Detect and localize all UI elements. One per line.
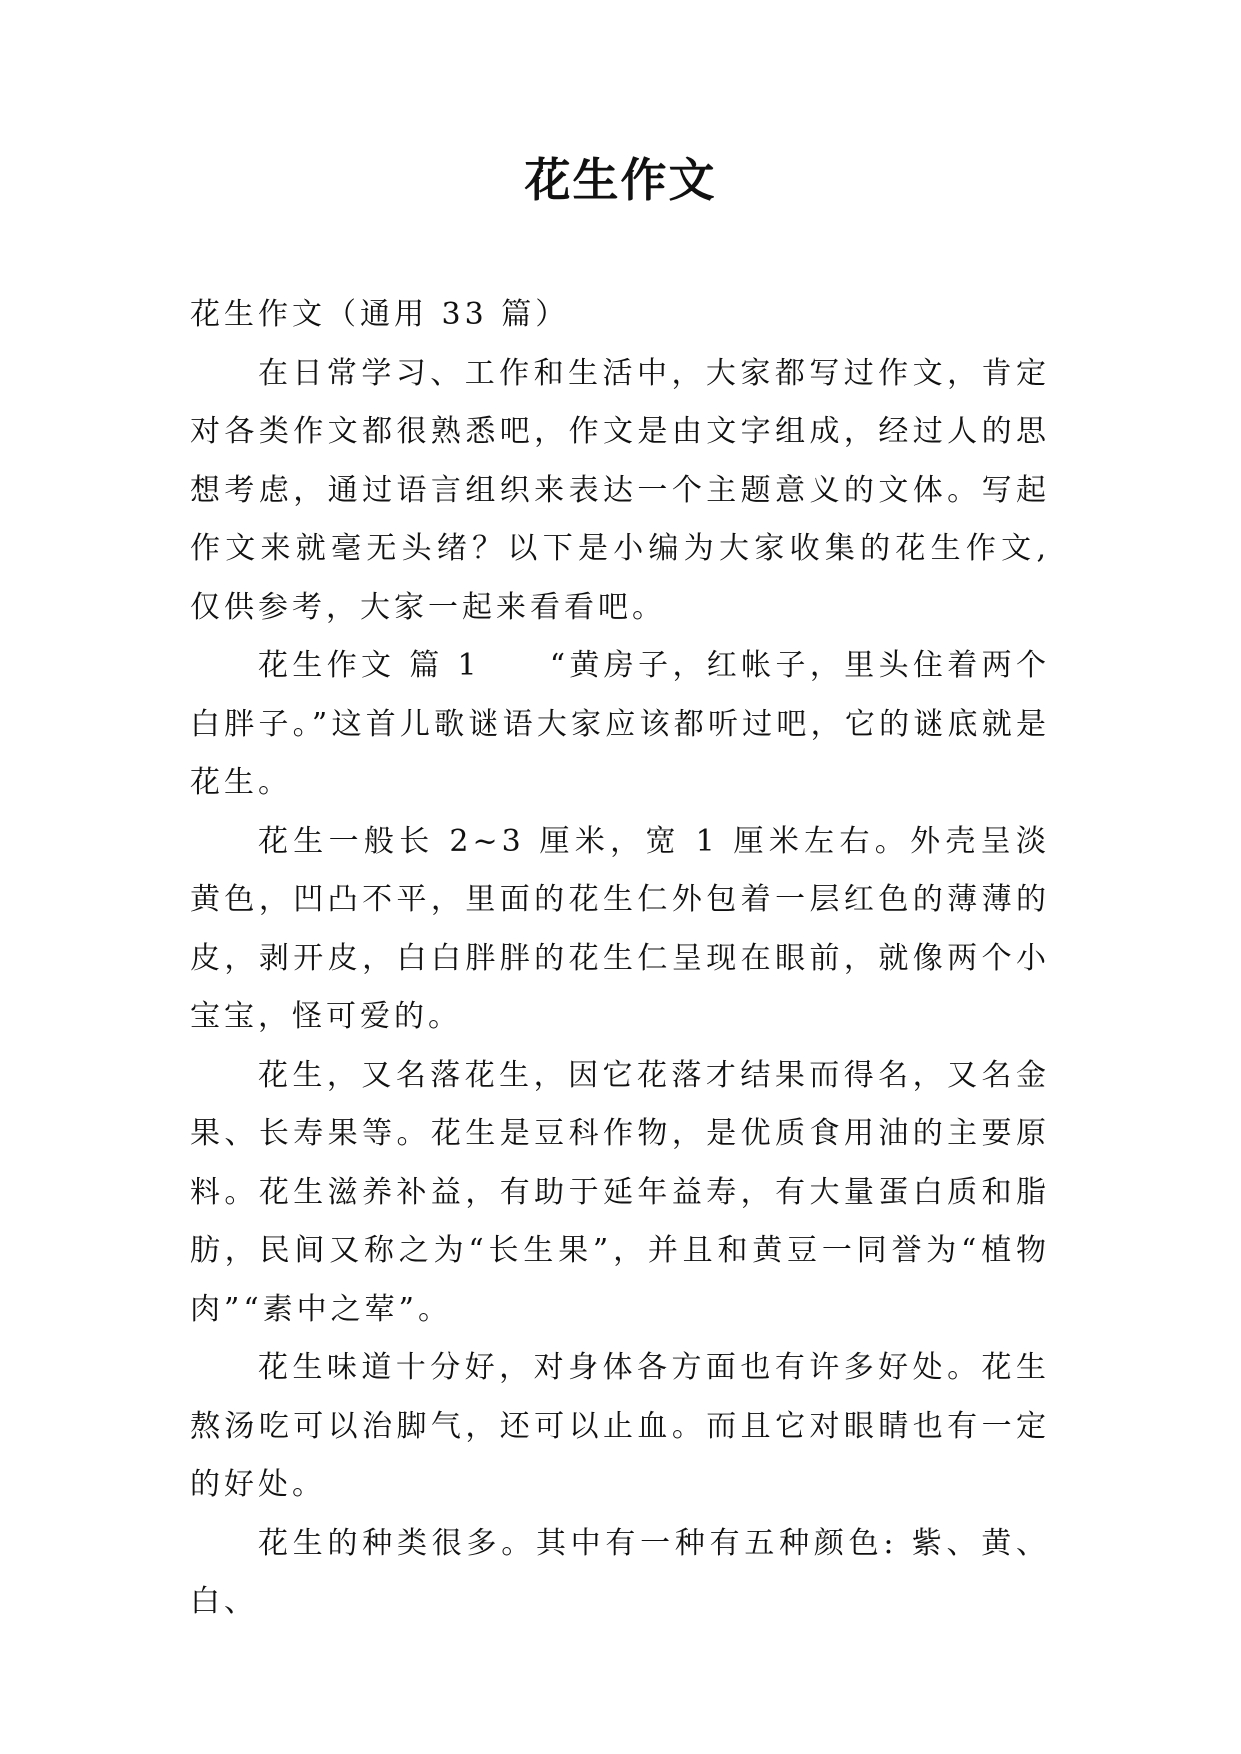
body-paragraph: 花生，又名落花生，因它花落才结果而得名，又名金果、长寿果等。花生是豆科作物，是优质食用油的主要原料。花生滋养补益，有助于延年益寿，有大量蛋白质和脂肪，民间又称之为“长生果”，并且和黄豆一同誉为“植物肉”“素中之荤”。: [190, 1057, 1050, 1327]
subtitle-paragraph: 花生作文（通用 33 篇）: [190, 297, 570, 332]
document-title: 花生作文: [524, 153, 717, 207]
intro-paragraph: 在日常学习、工作和生活中，大家都写过作文，肯定对各类作文都很熟悉吧，作文是由文字组成，经过人的思想考虑，通过语言组织来表达一个主题意义的文体。写起作文来就毫无头绪？以下是小编为大家收集的花生作文,仅供参考，大家一起来看看吧。: [190, 355, 1050, 625]
body-paragraph: 花生味道十分好，对身体各方面也有许多好处。花生熬汤吃可以治脚气，还可以止血。而且它对眼睛也有一定的好处。: [190, 1350, 1050, 1502]
essay-1-opening-paragraph: 花生作文 篇 1 “黄房子，红帐子，里头住着两个白胖子。”这首儿歌谜语大家应该都听过吧，它的谜底就是花生。: [190, 648, 1050, 800]
body-paragraph: 花生一般长 2~3 厘米，宽 1 厘米左右。外壳呈淡黄色，凹凸不平，里面的花生仁外包着一层红色的薄薄的皮，剥开皮，白白胖胖的花生仁呈现在眼前，就像两个小宝宝，怪可爱的。: [190, 823, 1050, 1034]
document-body: [190, 286, 1050, 1632]
body-paragraph: 花生的种类很多。其中有一种有五种颜色: 紫、黄、白、: [190, 1525, 1050, 1619]
